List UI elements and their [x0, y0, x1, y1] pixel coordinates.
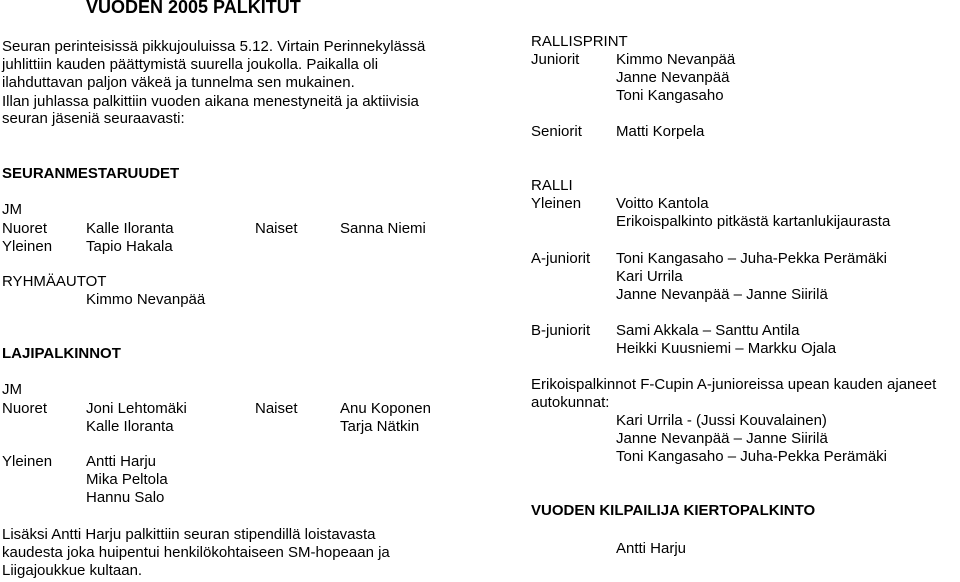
- category-label: JM: [2, 201, 22, 218]
- winner-name: Hannu Salo: [86, 489, 165, 506]
- winner-name: Toni Kangasaho – Juha-Pekka Perämäki: [616, 250, 887, 267]
- paragraph-line: Liigajoukkue kultaan.: [2, 562, 143, 579]
- winner-name: Voitto Kantola: [616, 195, 709, 212]
- winner-name: Toni Kangasaho – Juha-Pekka Perämäki: [616, 448, 887, 465]
- category-label: Yleinen: [2, 238, 53, 255]
- intro-line: juhlittiin kauden päättymistä suurella joukolla. Paikalla oli: [2, 56, 379, 73]
- winner-name: Heikki Kuusniemi – Markku Ojala: [616, 340, 837, 357]
- category-label: Seniorit: [531, 123, 582, 140]
- winner-name: Tapio Hakala: [86, 238, 173, 255]
- winner-name: Tarja Nätkin: [340, 418, 420, 435]
- category-label: JM: [2, 381, 22, 398]
- category-label: Naiset: [255, 220, 298, 237]
- category-label: Yleinen: [2, 453, 53, 470]
- intro-line: Seuran perinteisissä pikkujouluissa 5.12. Virtain Perinnekylässä: [2, 38, 426, 55]
- winner-name: Mika Peltola: [86, 471, 168, 488]
- category-label: Naiset: [255, 400, 298, 417]
- winner-name: Janne Nevanpää – Janne Siirilä: [616, 286, 828, 303]
- page-title: VUODEN 2005 PALKITUT: [86, 0, 301, 17]
- award-note: Erikoispalkinto pitkästä kartanlukijaurasta: [616, 213, 891, 230]
- paragraph-line: autokunnat:: [531, 394, 610, 411]
- section-heading: RYHMÄAUTOT: [2, 273, 107, 290]
- category-label: Yleinen: [531, 195, 582, 212]
- winner-name: Joni Lehtomäki: [86, 400, 187, 417]
- section-heading: RALLISPRINT: [531, 33, 628, 50]
- winner-name: Sami Akkala – Santtu Antila: [616, 322, 800, 339]
- category-label: A-juniorit: [531, 250, 591, 267]
- paragraph-line: Erikoispalkinnot F-Cupin A-junioreissa upean kauden ajaneet: [531, 376, 937, 393]
- section-heading: SEURANMESTARUUDET: [2, 165, 180, 182]
- intro-line: Illan juhlassa palkittiin vuoden aikana menestyneitä ja aktiivisia: [2, 93, 419, 110]
- winner-name: Kari Urrila: [616, 268, 683, 285]
- category-label: Nuoret: [2, 220, 48, 237]
- winner-name: Matti Korpela: [616, 123, 705, 140]
- winner-name: Toni Kangasaho: [616, 87, 724, 104]
- winner-name: Kalle Iloranta: [86, 220, 174, 237]
- paragraph-line: Lisäksi Antti Harju palkittiin seuran stipendillä loistavasta: [2, 526, 376, 543]
- winner-name: Janne Nevanpää – Janne Siirilä: [616, 430, 828, 447]
- category-label: Juniorit: [531, 51, 580, 68]
- intro-line: seuran jäseniä seuraavasti:: [2, 110, 185, 127]
- winner-name: Janne Nevanpää: [616, 69, 730, 86]
- winner-name: Sanna Niemi: [340, 220, 426, 237]
- winner-name: Kimmo Nevanpää: [86, 291, 206, 308]
- section-heading: RALLI: [531, 177, 573, 194]
- winner-name: Antti Harju: [616, 540, 687, 557]
- winner-name: Kari Urrila - (Jussi Kouvalainen): [616, 412, 827, 429]
- section-heading: VUODEN KILPAILIJA KIERTOPALKINTO: [531, 502, 816, 519]
- winner-name: Antti Harju: [86, 453, 157, 470]
- category-label: B-juniorit: [531, 322, 591, 339]
- paragraph-line: kaudesta joka huipentui henkilökohtaiseen SM-hopeaan ja: [2, 544, 390, 561]
- winner-name: Anu Koponen: [340, 400, 431, 417]
- section-heading: LAJIPALKINNOT: [2, 345, 121, 362]
- category-label: Nuoret: [2, 400, 48, 417]
- winner-name: Kimmo Nevanpää: [616, 51, 736, 68]
- intro-line: ilahduttavan paljon väkeä ja tunnelma sen mukainen.: [2, 74, 355, 91]
- winner-name: Kalle Iloranta: [86, 418, 174, 435]
